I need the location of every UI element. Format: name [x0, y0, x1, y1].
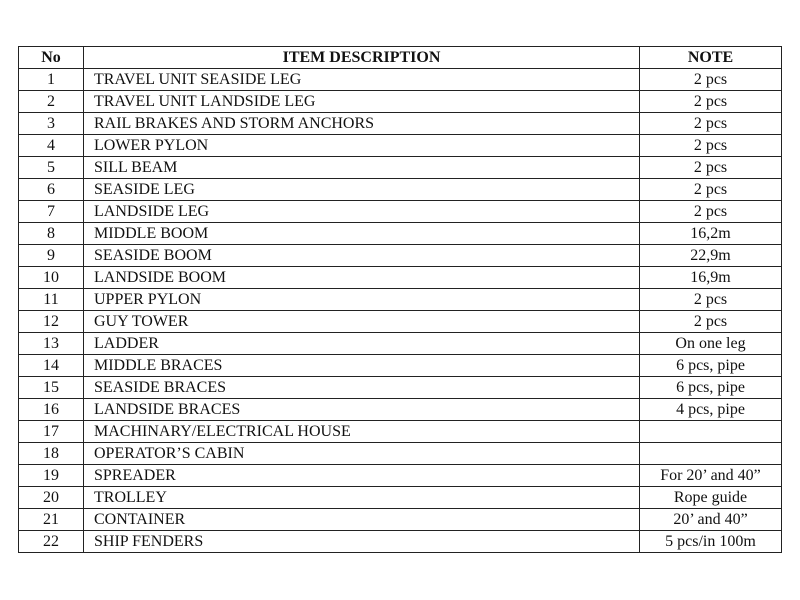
item-description-cell: OPERATOR’S CABIN [84, 443, 640, 465]
note-cell: 6 pcs, pipe [640, 377, 782, 399]
item-description-cell: RAIL BRAKES AND STORM ANCHORS [84, 113, 640, 135]
note-cell: 22,9m [640, 245, 782, 267]
item-description-cell: LANDSIDE BRACES [84, 399, 640, 421]
item-description-cell: SEASIDE LEG [84, 179, 640, 201]
row-number-cell: 19 [19, 465, 84, 487]
row-number-cell: 21 [19, 509, 84, 531]
row-number-cell: 22 [19, 531, 84, 553]
note-cell: 20’ and 40” [640, 509, 782, 531]
table-body [19, 69, 782, 553]
table-row [19, 399, 782, 421]
item-description-cell: LOWER PYLON [84, 135, 640, 157]
row-number-cell: 4 [19, 135, 84, 157]
table-row [19, 201, 782, 223]
note-cell: For 20’ and 40” [640, 465, 782, 487]
table-row [19, 311, 782, 333]
table-row [19, 91, 782, 113]
row-number-cell: 16 [19, 399, 84, 421]
note-cell: 2 pcs [640, 201, 782, 223]
note-cell: 2 pcs [640, 135, 782, 157]
item-description-cell: MACHINARY/ELECTRICAL HOUSE [84, 421, 640, 443]
item-description-cell: UPPER PYLON [84, 289, 640, 311]
item-description-cell: SHIP FENDERS [84, 531, 640, 553]
note-cell: 2 pcs [640, 311, 782, 333]
table-row [19, 377, 782, 399]
row-number-cell: 1 [19, 69, 84, 91]
note-cell: 2 pcs [640, 179, 782, 201]
note-cell: Rope guide [640, 487, 782, 509]
item-description-cell: LANDSIDE LEG [84, 201, 640, 223]
row-number-cell: 15 [19, 377, 84, 399]
header-no: No [19, 47, 84, 69]
row-number-cell: 7 [19, 201, 84, 223]
note-cell [640, 443, 782, 465]
header-note: NOTE [640, 47, 782, 69]
header-item-description: ITEM DESCRIPTION [84, 47, 640, 69]
table-row [19, 289, 782, 311]
item-description-cell: SEASIDE BOOM [84, 245, 640, 267]
note-cell: 2 pcs [640, 113, 782, 135]
table-header-row [19, 47, 782, 69]
note-cell: 2 pcs [640, 157, 782, 179]
note-cell: 16,9m [640, 267, 782, 289]
item-description-cell: GUY TOWER [84, 311, 640, 333]
table-row [19, 531, 782, 553]
row-number-cell: 2 [19, 91, 84, 113]
item-description-cell: TRAVEL UNIT LANDSIDE LEG [84, 91, 640, 113]
row-number-cell: 9 [19, 245, 84, 267]
item-description-cell: LADDER [84, 333, 640, 355]
row-number-cell: 6 [19, 179, 84, 201]
item-description-cell: MIDDLE BOOM [84, 223, 640, 245]
note-cell: 4 pcs, pipe [640, 399, 782, 421]
note-cell [640, 421, 782, 443]
row-number-cell: 14 [19, 355, 84, 377]
note-cell: 2 pcs [640, 289, 782, 311]
row-number-cell: 13 [19, 333, 84, 355]
item-description-cell: SILL BEAM [84, 157, 640, 179]
item-description-cell: TROLLEY [84, 487, 640, 509]
item-description-cell: TRAVEL UNIT SEASIDE LEG [84, 69, 640, 91]
row-number-cell: 10 [19, 267, 84, 289]
table-row [19, 443, 782, 465]
table-row [19, 113, 782, 135]
item-description-cell: SEASIDE BRACES [84, 377, 640, 399]
note-cell: 16,2m [640, 223, 782, 245]
item-description-cell: SPREADER [84, 465, 640, 487]
note-cell: 2 pcs [640, 69, 782, 91]
row-number-cell: 11 [19, 289, 84, 311]
row-number-cell: 5 [19, 157, 84, 179]
table-row [19, 135, 782, 157]
row-number-cell: 17 [19, 421, 84, 443]
table-row [19, 487, 782, 509]
table-row [19, 333, 782, 355]
table-row [19, 509, 782, 531]
item-table [18, 46, 782, 553]
row-number-cell: 18 [19, 443, 84, 465]
table-row [19, 179, 782, 201]
row-number-cell: 12 [19, 311, 84, 333]
table-row [19, 69, 782, 91]
table-row [19, 465, 782, 487]
note-cell: 6 pcs, pipe [640, 355, 782, 377]
item-description-cell: LANDSIDE BOOM [84, 267, 640, 289]
table-row [19, 355, 782, 377]
row-number-cell: 8 [19, 223, 84, 245]
table-row [19, 245, 782, 267]
table-row [19, 157, 782, 179]
table-row [19, 267, 782, 289]
note-cell: On one leg [640, 333, 782, 355]
note-cell: 5 pcs/in 100m [640, 531, 782, 553]
row-number-cell: 3 [19, 113, 84, 135]
table-row [19, 421, 782, 443]
row-number-cell: 20 [19, 487, 84, 509]
table-row [19, 223, 782, 245]
note-cell: 2 pcs [640, 91, 782, 113]
item-description-cell: MIDDLE BRACES [84, 355, 640, 377]
item-description-cell: CONTAINER [84, 509, 640, 531]
